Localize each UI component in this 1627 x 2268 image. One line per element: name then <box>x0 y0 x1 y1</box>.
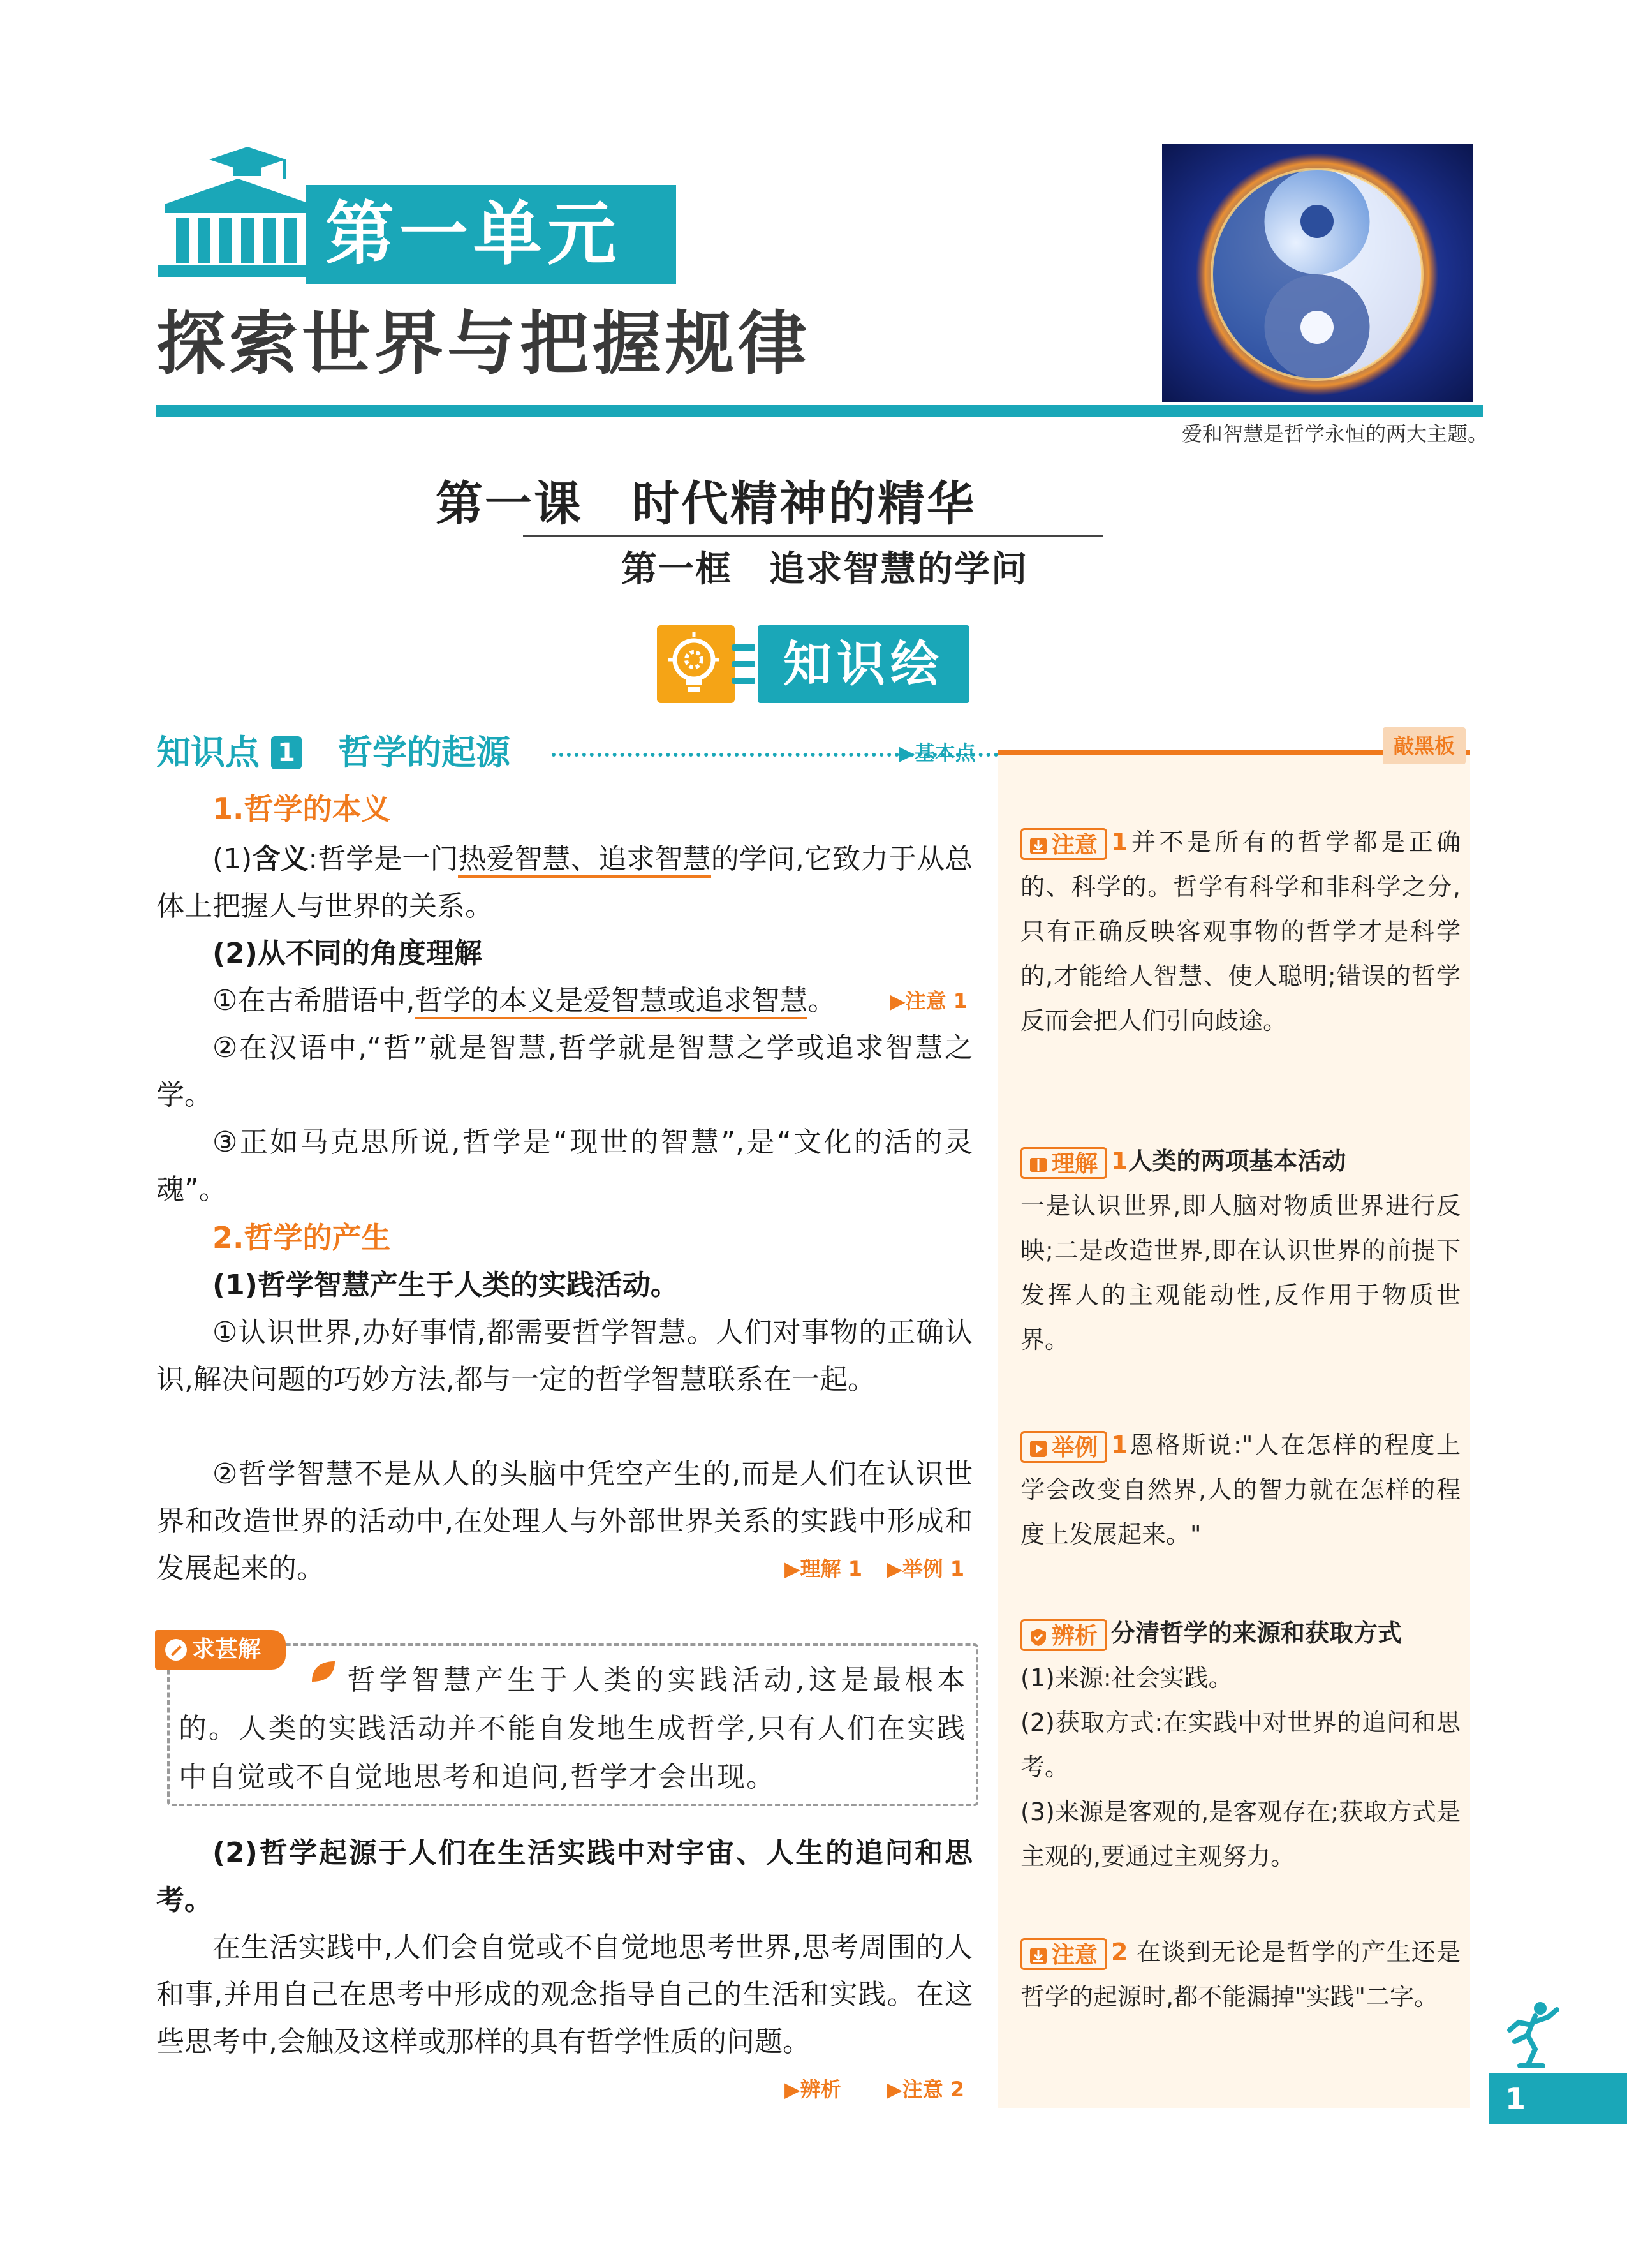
example-num: 1 <box>1111 1431 1128 1459</box>
knowledge-point-tag: ▶基本点 <box>899 741 976 765</box>
callout-tag: 求甚解 <box>155 1630 286 1670</box>
section-heading-2: 2.哲学的产生 <box>212 1220 391 1255</box>
definition-text-a: :哲学是一门 <box>308 843 459 875</box>
analysis-tag-label: 辨析 <box>1052 1622 1098 1649</box>
section-badge <box>657 625 969 703</box>
section-heading-1: 1.哲学的本义 <box>212 792 391 826</box>
play-doc-icon <box>1029 1439 1048 1458</box>
lesson-subtitle: 第一框 追求智慧的学问 <box>621 549 1028 590</box>
definition-paragraph <box>156 836 973 930</box>
download-icon <box>1029 1946 1048 1966</box>
unit-subtitle: 探索世界与把握规律 <box>156 304 811 384</box>
ref-analysis[interactable]: ▶辨析 <box>784 2077 841 2101</box>
example-tag <box>1020 1431 1107 1463</box>
analysis-line-3: (3)来源是客观的,是客观存在;获取方式是主观的,要通过主观努力。 <box>1020 1798 1461 1871</box>
definition-text-b: 的学问,它致力于从总体上把握人与世界的关系。 <box>156 843 973 923</box>
ref-note-1[interactable]: ▶注意 1 <box>890 989 968 1013</box>
ref-example-1[interactable]: ▶举例 1 <box>887 1557 965 1581</box>
ref-note-2[interactable]: ▶注意 2 <box>887 2077 965 2101</box>
side-note-analysis <box>1020 1611 1461 1879</box>
book-icon <box>1029 1155 1048 1175</box>
paragraph-greek <box>156 977 890 1025</box>
side-note-attention-1 <box>1020 820 1461 1043</box>
understand-num: 1 <box>1111 1147 1128 1175</box>
page-number: 1 <box>1505 2082 1526 2116</box>
side-note-attention-2 <box>1020 1930 1461 2019</box>
example-text: 恩格斯说:"人在怎样的程度上学会改变自然界,人的智力就在怎样的程度上发展起来。" <box>1020 1431 1461 1548</box>
analysis-line-1: (1)来源:社会实践。 <box>1020 1664 1233 1692</box>
image-caption: 爱和智慧是哲学永恒的两大主题。 <box>1181 422 1488 446</box>
lesson-title-underline <box>523 535 1103 537</box>
paragraph-understand: ①认识世界,办好事情,都需要哲学智慧。人们对事物的正确认识,解决问题的巧妙方法,都与一定的哲学智慧联系在一起。 <box>156 1316 973 1396</box>
knowledge-point-header <box>156 727 976 778</box>
greek-underlined: 哲学的本义是爱智慧或追求智慧 <box>415 984 807 1019</box>
knowledge-point-number: 1 <box>271 736 302 769</box>
callout-text-content: 哲学智慧产生于人类的实践活动,这是最根本的。人类的实践活动并不能自发地生成哲学,只有人们在实践中自觉或不自觉地思考和追问,哲学才会出现。 <box>179 1664 966 1793</box>
analysis-line-2: (2)获取方式:在实践中对世界的追问和思考。 <box>1020 1708 1461 1781</box>
side-panel-tag: 敲黑板 <box>1383 727 1466 764</box>
lightbulb-gear-icon <box>657 625 735 703</box>
attention-2-num: 2 <box>1111 1938 1128 1966</box>
subheading-origin: (2)哲学起源于人们在生活实践中对宇宙、人生的追问和思考。 <box>156 1837 973 1916</box>
attention-tag-2 <box>1020 1938 1107 1970</box>
section-stripes <box>732 644 755 684</box>
paragraph-not-from-nothing: ②哲学智慧不是从人的头脑中凭空产生的,而是人们在认识世界和改造世界的活动中,在处理人与外部世界关系的实践中形成和发展起来的。 <box>156 1458 973 1585</box>
knowledge-point-label: 知识点 <box>156 732 260 773</box>
attention-text: 并不是所有的哲学都是正确的、科学的。哲学有科学和非科学之分,只有正确反映客观事物的哲学才是科学的,才能给人智慧、使人聪明;错误的哲学反而会把人们引向歧途。 <box>1020 828 1461 1035</box>
header-divider <box>156 405 1483 417</box>
school-building-icon <box>158 147 318 281</box>
understand-title: 人类的两项基本活动 <box>1128 1147 1346 1175</box>
side-note-example-1 <box>1020 1423 1461 1557</box>
download-icon <box>1029 836 1048 856</box>
yin-yang-earth-image <box>1162 144 1473 402</box>
greek-text-b: 。 <box>807 984 836 1017</box>
paragraph-life-practice: 在生活实践中,人们会自觉或不自觉地思考世界,思考周围的人和事,并用自己在思考中形成的观念指导自己的生活和实践。在这些思考中,会触及这样或那样的具有哲学性质的问题。 <box>156 1931 973 2058</box>
paragraph-marx: ③正如马克思所说,哲学是“现世的智慧”,是“文化的活的灵魂”。 <box>156 1126 973 1206</box>
section-label: 知识绘 <box>783 635 944 692</box>
leaf-icon <box>309 1659 337 1684</box>
knowledge-point-title: 哲学的起源 <box>338 732 510 773</box>
definition-num: (1) <box>212 843 253 875</box>
lesson-title: 第一课 时代精神的精华 <box>436 477 976 531</box>
definition-underlined: 热爱智慧、追求智慧 <box>458 843 710 878</box>
attention-tag-label: 注意 <box>1052 831 1098 858</box>
definition-term: 含义 <box>252 843 309 875</box>
analysis-title: 分清哲学的来源和获取方式 <box>1111 1619 1402 1647</box>
paragraph-chinese: ②在汉语中,“哲”就是智慧,哲学就是智慧之学或追求智慧之学。 <box>156 1032 973 1111</box>
check-shield-icon <box>1029 1627 1048 1647</box>
side-note-understand-1 <box>1020 1139 1461 1362</box>
runner-icon <box>1496 1997 1572 2073</box>
understand-text: 一是认识世界,即人脑对物质世界进行反映;二是改造世界,即在认识世界的前提下发挥人的主观能动性,反作用于物质世界。 <box>1020 1192 1461 1354</box>
unit-title: 第一单元 <box>325 195 622 274</box>
subheading-angles: (2)从不同的角度理解 <box>212 937 482 970</box>
attention-2-text: 在谈到无论是哲学的产生还是哲学的起源时,都不能漏掉"实践"二字。 <box>1020 1938 1461 2011</box>
attention-tag <box>1020 828 1107 860</box>
ref-understand-1[interactable]: ▶理解 1 <box>784 1557 863 1581</box>
understand-tag-label: 理解 <box>1052 1150 1098 1177</box>
greek-text-a: ①在古希腊语中, <box>212 984 415 1017</box>
section-label-box <box>758 625 969 703</box>
example-tag-label: 举例 <box>1052 1434 1098 1461</box>
understand-tag <box>1020 1147 1107 1179</box>
callout-text <box>179 1656 966 1802</box>
attention-num: 1 <box>1111 828 1128 856</box>
subheading-practice: (1)哲学智慧产生于人类的实践活动。 <box>212 1269 679 1301</box>
analysis-tag <box>1020 1619 1107 1651</box>
attention-tag-2-label: 注意 <box>1052 1941 1098 1968</box>
